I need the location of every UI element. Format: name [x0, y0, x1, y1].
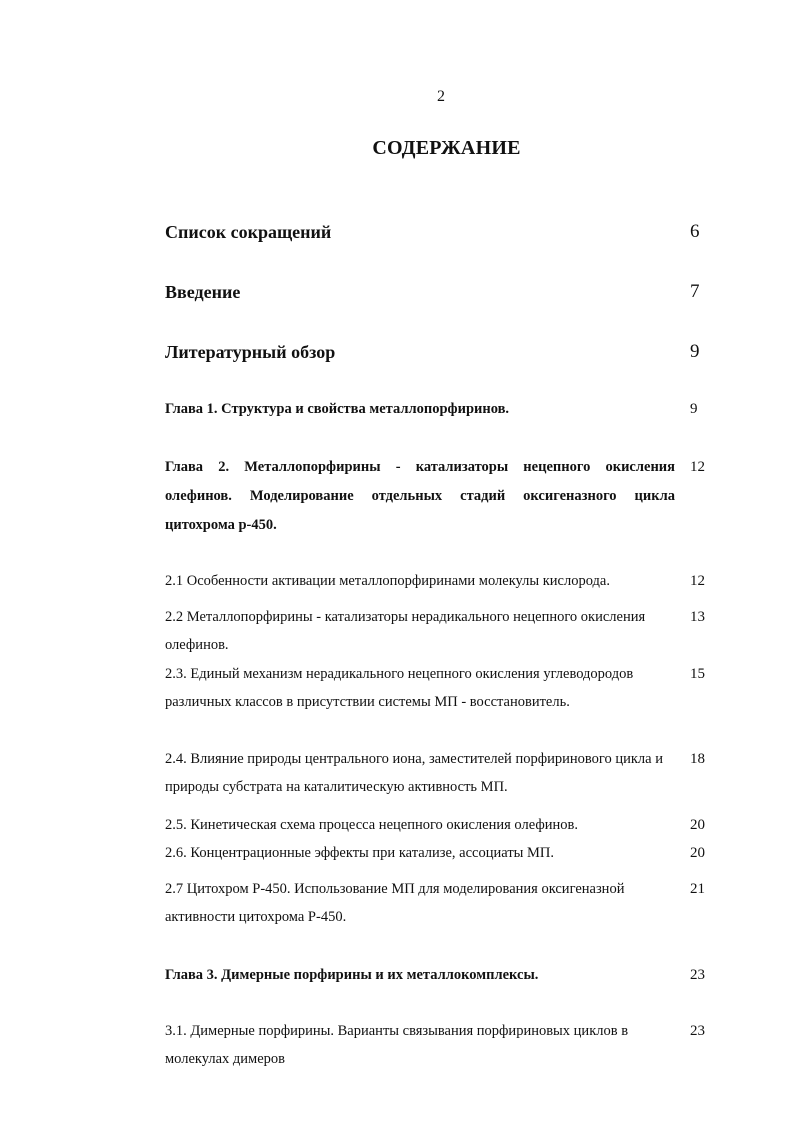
toc-entry-text: 3.1. Димерные порфирины. Варианты связывания порфириновых циклов в молекулах димеров	[165, 1023, 629, 1067]
toc-entry-2-7	[165, 875, 705, 931]
toc-entry-page: 21	[690, 881, 705, 897]
toc-entry-2-1	[165, 567, 705, 595]
toc-entry-page: 15	[690, 666, 705, 682]
toc-entry-page: 9	[690, 401, 698, 417]
toc-entry-text: 2.6. Концентрационные эффекты при катализе, ассоциаты МП.	[165, 845, 555, 861]
toc-entry-text: 2.2 Металлопорфирины - катализаторы нерадикального нецепного окисления олефинов.	[165, 609, 646, 653]
toc-entry-2-3	[165, 660, 705, 716]
toc-entry-text: Глава 3. Димерные порфирины и их металлокомплексы.	[165, 967, 539, 983]
toc-entry-page: 13	[690, 609, 705, 625]
toc-entry-text: 2.7 Цитохром Р-450. Использование МП для моделирования оксигеназной активности цитохрома Р-450.	[165, 881, 625, 925]
toc-entry-text: 2.1 Особенности активации металлопорфиринами молекулы кислорода.	[165, 573, 610, 589]
toc-entry-text: 2.3. Единый механизм нерадикального нецепного окисления углеводородов различных классов в присутствии системы МП - восстановитель.	[165, 666, 634, 710]
toc-entry-chapter-2	[165, 453, 705, 540]
toc-entry-page: 20	[690, 817, 705, 833]
toc-entry-page: 12	[690, 573, 705, 589]
toc-entry-page: 9	[690, 341, 700, 362]
page-title: СОДЕРЖАНИЕ	[372, 137, 521, 159]
toc-entry-text: Литературный обзор	[165, 342, 336, 362]
toc-entry-page: 23	[690, 967, 705, 983]
toc-entry-abbreviations	[165, 221, 700, 243]
toc-entry-text: Глава 1. Структура и свойства металлопорфиринов.	[165, 401, 510, 417]
toc-entry-page: 18	[690, 751, 705, 767]
toc-entry-3-1	[165, 1017, 705, 1073]
toc-entry-2-4	[165, 745, 705, 801]
toc-entry-introduction	[165, 281, 700, 303]
toc-entry-page: 23	[690, 1023, 705, 1039]
toc-entry-page: 12	[690, 459, 705, 475]
toc-entry-chapter-3	[165, 961, 705, 990]
toc-entry-text: 2.5. Кинетическая схема процесса нецепного окисления олефинов.	[165, 817, 578, 833]
toc-entry-page: 20	[690, 845, 705, 861]
toc-entry-text: 2.4. Влияние природы центрального иона, заместителей порфиринового цикла и природы субстрата на каталитическую активность МП.	[165, 751, 663, 795]
toc-entry-text: Введение	[165, 282, 241, 302]
toc-entry-text: Глава 2. Металлопорфирины - катализаторы нецепного окисления олефинов. Моделирование отдельных стадий оксигеназного цикла цитохрома р-450.	[165, 459, 675, 533]
toc-entry-2-5	[165, 811, 705, 839]
toc-entry-page: 6	[690, 221, 700, 242]
toc-entry-text: Список сокращений	[165, 222, 332, 242]
toc-entry-2-2	[165, 603, 705, 659]
toc-entry-literature-review	[165, 341, 700, 363]
toc-entry-2-6	[165, 839, 705, 867]
toc-entry-page: 7	[690, 281, 700, 302]
page-number: 2	[437, 88, 445, 105]
toc-entry-chapter-1	[165, 395, 698, 424]
